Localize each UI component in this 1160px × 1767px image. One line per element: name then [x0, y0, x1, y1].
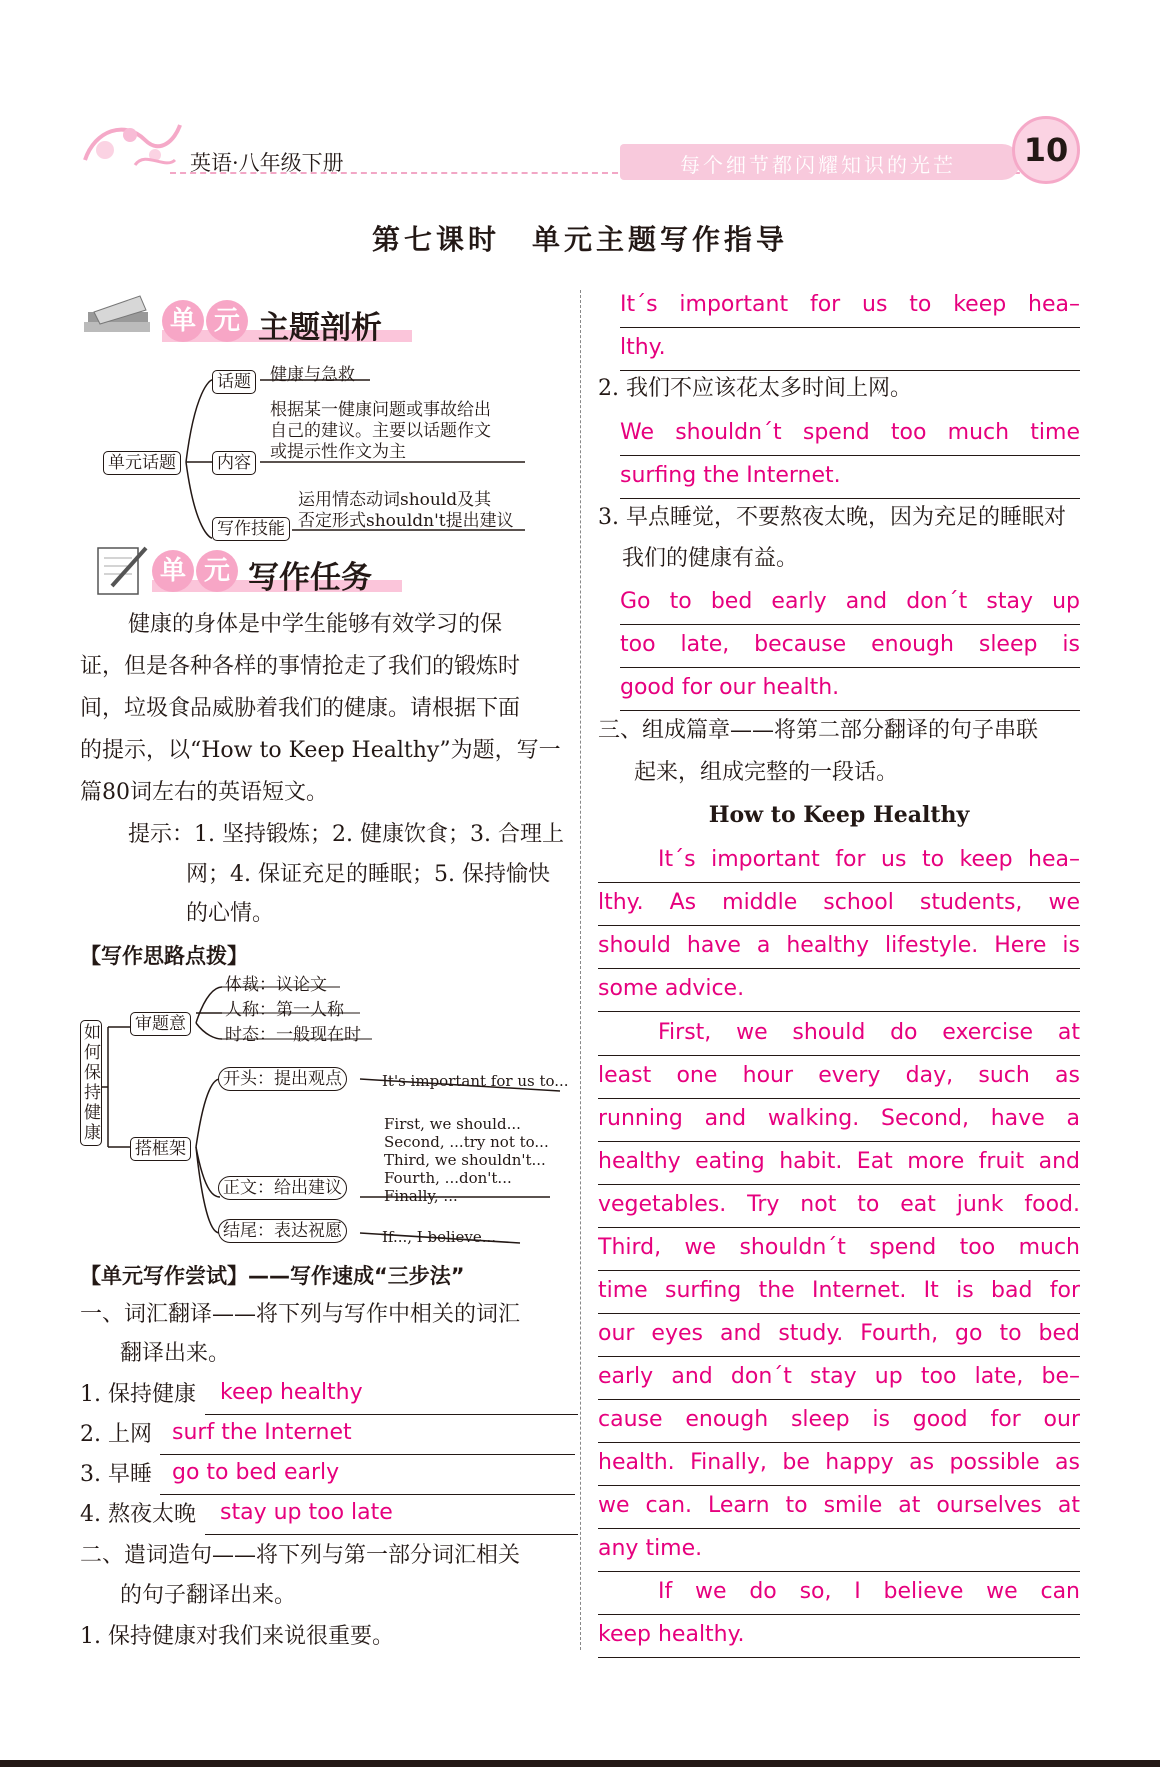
essay-line-16: we can. Learn to smile at ourselves at — [598, 1486, 1080, 1529]
ideas-body: 正文：给出建议 — [218, 1176, 347, 1200]
mindmap-root: 单元话题 — [103, 451, 181, 475]
vocab-a-3: go to bed early — [160, 1454, 575, 1495]
vocab-q-4: 4. 熬夜太晚 — [80, 1502, 196, 1527]
ideas-ending-text: If..., I believe... — [382, 1228, 497, 1246]
essay-line-3: should have a healthy lifestyle. Here is — [598, 926, 1080, 969]
vocab-a-4: stay up too late — [205, 1494, 578, 1535]
ideas-ending: 结尾：表达祝愿 — [218, 1219, 347, 1243]
sentence-q-3-line-2: 我们的健康有益。 — [622, 546, 799, 571]
sentence-q-2: 2. 我们不应该花太多时间上网。 — [598, 376, 912, 401]
mindmap-content-line-2: 自己的建议。主要以话题作文 — [270, 421, 491, 441]
ideas-body-text-3: Third, we shouldn't... — [384, 1151, 546, 1169]
vocab-a-1: keep healthy — [205, 1374, 578, 1415]
sentence-a-3-line-3: good for our health. — [620, 668, 1080, 711]
essay-line-12: our eyes and study. Fourth, go to bed — [598, 1314, 1080, 1357]
ideas-frame: 搭框架 — [130, 1137, 191, 1161]
column-divider — [580, 290, 581, 1650]
sentence-a-3-line-2: too late, because enough sleep is — [620, 625, 1080, 668]
task-hint-3: 的心情。 — [186, 901, 275, 926]
section-heading: 写作任务 — [248, 560, 372, 596]
mindmap-skill-label: 写作技能 — [212, 517, 290, 541]
mindmap-content-line-1: 根据某一健康问题或事故给出 — [270, 400, 491, 420]
part3-line-2: 起来，组成完整的一段话。 — [634, 760, 899, 785]
essay-line-10: Third, we shouldn´t spend too much — [598, 1228, 1080, 1271]
part2-line-2: 的句子翻译出来。 — [120, 1583, 297, 1608]
ideas-person: 人称：第一人称 — [225, 1000, 344, 1020]
mindmap-content-line-3: 或提示性作文为主 — [270, 442, 406, 462]
page-title: 第七课时 单元主题写作指导 — [371, 223, 788, 256]
task-line-4: 的提示，以“How to Keep Healthy”为题，写一 — [80, 738, 561, 763]
sentence-q-1: 1. 保持健康对我们来说很重要。 — [80, 1624, 394, 1649]
mindmap-skill-line-1: 运用情态动词should及其 — [298, 490, 492, 510]
attempt-heading: 【单元写作尝试】——写作速成“三步法” — [80, 1264, 465, 1288]
task-line-3: 间，垃圾食品威胁着我们的健康。请根据下面 — [80, 696, 521, 721]
ideas-body-text-4: Fourth, ...don't... — [384, 1169, 512, 1187]
header-motto: 每个细节都闪耀知识的光芒 — [680, 153, 956, 177]
essay-line-9: vegetables. Try not to eat junk food. — [598, 1185, 1080, 1228]
task-line-2: 证，但是各种各样的事情抢走了我们的锻炼时 — [80, 654, 521, 679]
part2-line-1: 二、遣词造句——将下列与第一部分词汇相关 — [80, 1543, 521, 1568]
essay-title-wrap — [0, 802, 1160, 828]
ideas-audit: 审题意 — [130, 1012, 191, 1036]
essay-line-1: It´s important for us to keep hea– — [598, 840, 1080, 883]
essay-line-15: health. Finally, be happy as possible as — [598, 1443, 1080, 1486]
ideas-opening: 开头：提出观点 — [218, 1067, 347, 1091]
notebook-pencil-icon — [92, 542, 152, 598]
task-hint-2: 网；4. 保证充足的睡眠；5. 保持愉快 — [186, 862, 550, 887]
book-title: 英语·八年级下册 — [190, 151, 344, 175]
section-badge-analysis: 单 元 主题剖析 — [162, 300, 422, 340]
part1-line-2: 翻译出来。 — [120, 1341, 231, 1366]
mindmap-content-label: 内容 — [212, 451, 256, 475]
page-number: 10 — [1012, 116, 1080, 184]
task-hint-1: 提示：1. 坚持锻炼；2. 健康饮食；3. 合理上 — [128, 822, 564, 847]
sentence-q-3-line-1: 3. 早点睡觉，不要熬夜太晚，因为充足的睡眠对 — [598, 505, 1066, 530]
essay-line-5: First, we should do exercise at — [598, 1013, 1080, 1056]
ideas-heading: 【写作思路点拨】 — [80, 944, 248, 968]
task-line-1: 健康的身体是中学生能够有效学习的保 — [128, 612, 503, 637]
essay-line-18: If we do so, I believe we can — [598, 1572, 1080, 1615]
sentence-a-3-line-1: Go to bed early and don´t stay up — [620, 582, 1080, 625]
ideas-body-text-1: First, we should... — [384, 1115, 521, 1133]
mindmap-topic-label: 话题 — [212, 370, 256, 394]
task-line-5: 篇80词左右的英语短文。 — [80, 780, 328, 805]
section-badge-task: 单 元 写作任务 — [152, 550, 412, 590]
vocab-q-3: 3. 早睡 — [80, 1462, 152, 1487]
sentence-a-2-line-2: surfing the Internet. — [620, 456, 1080, 499]
ideas-tense: 时态：一般现在时 — [225, 1025, 361, 1045]
essay-line-13: early and don´t stay up too late, be– — [598, 1357, 1080, 1400]
sentence-a-1-line-2: lthy. — [620, 328, 1080, 371]
vocab-q-2: 2. 上网 — [80, 1422, 152, 1447]
mindmap-skill-line-2: 否定形式shouldn't提出建议 — [298, 511, 514, 531]
essay-line-6: least one hour every day, such as — [598, 1056, 1080, 1099]
books-icon — [80, 294, 156, 344]
essay-title: How to Keep Healthy — [708, 802, 970, 828]
essay-line-8: healthy eating habit. Eat more fruit and — [598, 1142, 1080, 1185]
part1-line-1: 一、词汇翻译——将下列与写作中相关的词汇 — [80, 1302, 521, 1327]
essay-line-4: some advice. — [598, 969, 1080, 1012]
sentence-a-2-line-1: We shouldn´t spend too much time — [620, 413, 1080, 456]
ideas-body-text-5: Finally, ... — [384, 1187, 458, 1205]
mindmap-topic-value: 健康与急救 — [270, 365, 355, 385]
page-footer-bar — [0, 1760, 1160, 1767]
essay-line-7: running and walking. Second, have a — [598, 1099, 1080, 1142]
essay-line-11: time surfing the Internet. It is bad for — [598, 1271, 1080, 1314]
essay-line-2: lthy. As middle school students, we — [598, 883, 1080, 926]
part3-line-1: 三、组成篇章——将第二部分翻译的句子串联 — [598, 718, 1039, 743]
essay-line-17: any time. — [598, 1529, 1080, 1572]
ideas-opening-text: It's important for us to... — [382, 1072, 569, 1090]
sentence-a-1-line-1: It´s important for us to keep hea– — [620, 285, 1080, 328]
ideas-body-text-2: Second, ...try not to... — [384, 1133, 549, 1151]
essay-line-14: cause enough sleep is good for our — [598, 1400, 1080, 1443]
essay-line-19: keep healthy. — [598, 1615, 1080, 1658]
ideas-genre: 体裁：议论文 — [225, 975, 327, 995]
floral-ornament-icon — [75, 110, 185, 180]
ideas-root: 如何保持健康 — [80, 1020, 102, 1146]
vocab-a-2: surf the Internet — [160, 1414, 575, 1455]
section-heading: 主题剖析 — [258, 310, 382, 346]
vocab-q-1: 1. 保持健康 — [80, 1382, 196, 1407]
